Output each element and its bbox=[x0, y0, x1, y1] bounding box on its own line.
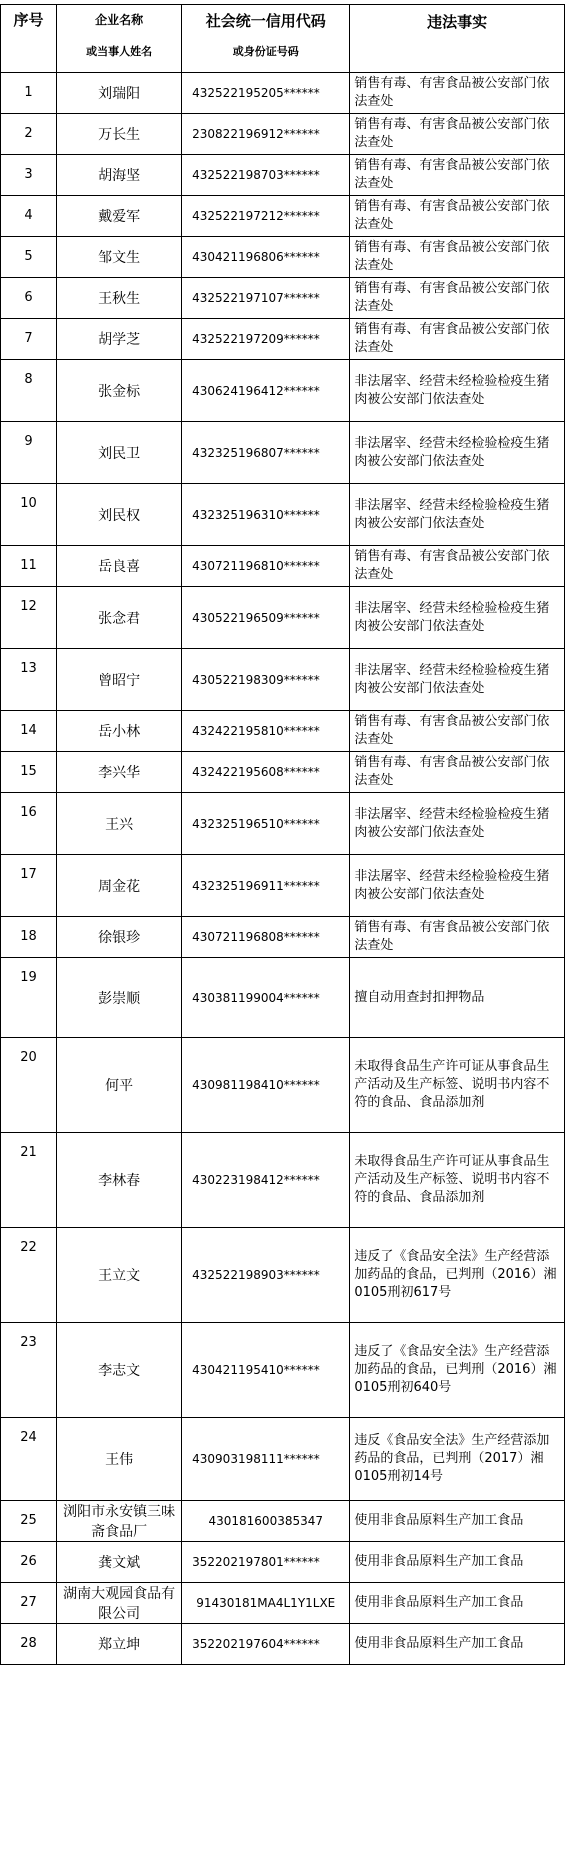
row-fact: 未取得食品生产许可证从事食品生产活动及生产标签、说明书内容不符的食品、食品添加剂 bbox=[350, 1133, 565, 1228]
row-seq: 20 bbox=[1, 1038, 57, 1133]
row-code: 352202197801****** bbox=[182, 1542, 350, 1583]
row-name: 胡学芝 bbox=[57, 319, 182, 360]
row-fact: 销售有毒、有害食品被公安部门依法查处 bbox=[350, 114, 565, 155]
table-row bbox=[1, 649, 565, 711]
row-code: 91430181MA4L1Y1LXE bbox=[182, 1583, 350, 1624]
table-header-row bbox=[1, 5, 565, 73]
row-fact: 销售有毒、有害食品被公安部门依法查处 bbox=[350, 196, 565, 237]
row-seq: 26 bbox=[1, 1542, 57, 1583]
row-fact: 非法屠宰、经营未经检验检疫生猪肉被公安部门依法查处 bbox=[350, 855, 565, 917]
row-fact: 非法屠宰、经营未经检验检疫生猪肉被公安部门依法查处 bbox=[350, 793, 565, 855]
row-code: 432522198703****** bbox=[182, 155, 350, 196]
row-code: 432422195608****** bbox=[182, 752, 350, 793]
row-seq: 23 bbox=[1, 1323, 57, 1418]
row-fact: 违反《食品安全法》生产经营添加药品的食品，已判刑（2017）湘0105刑初14号 bbox=[350, 1418, 565, 1501]
table-row bbox=[1, 1542, 565, 1583]
row-seq: 4 bbox=[1, 196, 57, 237]
row-fact: 使用非食品原料生产加工食品 bbox=[350, 1624, 565, 1665]
table-row bbox=[1, 546, 565, 587]
header-name-line2: 或当事人姓名 bbox=[86, 45, 153, 58]
row-name: 戴爱军 bbox=[57, 196, 182, 237]
table-body bbox=[1, 73, 565, 1665]
row-code: 430981198410****** bbox=[182, 1038, 350, 1133]
row-seq: 17 bbox=[1, 855, 57, 917]
row-name: 龚文斌 bbox=[57, 1542, 182, 1583]
row-fact: 销售有毒、有害食品被公安部门依法查处 bbox=[350, 546, 565, 587]
row-seq: 18 bbox=[1, 917, 57, 958]
row-code: 432522197107****** bbox=[182, 278, 350, 319]
row-code: 430721196808****** bbox=[182, 917, 350, 958]
row-fact: 非法屠宰、经营未经检验检疫生猪肉被公安部门依法查处 bbox=[350, 587, 565, 649]
row-name: 周金花 bbox=[57, 855, 182, 917]
table-row bbox=[1, 155, 565, 196]
row-code: 430223198412****** bbox=[182, 1133, 350, 1228]
row-name: 王伟 bbox=[57, 1418, 182, 1501]
row-name: 郑立坤 bbox=[57, 1624, 182, 1665]
row-fact: 销售有毒、有害食品被公安部门依法查处 bbox=[350, 711, 565, 752]
row-fact: 销售有毒、有害食品被公安部门依法查处 bbox=[350, 752, 565, 793]
table-row bbox=[1, 1418, 565, 1501]
row-fact: 非法屠宰、经营未经检验检疫生猪肉被公安部门依法查处 bbox=[350, 484, 565, 546]
row-fact: 使用非食品原料生产加工食品 bbox=[350, 1583, 565, 1624]
row-code: 430421195410****** bbox=[182, 1323, 350, 1418]
row-name: 岳良喜 bbox=[57, 546, 182, 587]
row-code: 430522198309****** bbox=[182, 649, 350, 711]
row-fact: 销售有毒、有害食品被公安部门依法查处 bbox=[350, 319, 565, 360]
row-code: 432325196807****** bbox=[182, 422, 350, 484]
row-seq: 10 bbox=[1, 484, 57, 546]
row-code: 430903198111****** bbox=[182, 1418, 350, 1501]
row-seq: 16 bbox=[1, 793, 57, 855]
table-row bbox=[1, 1583, 565, 1624]
row-name: 刘民权 bbox=[57, 484, 182, 546]
row-seq: 5 bbox=[1, 237, 57, 278]
header-code bbox=[182, 5, 350, 73]
row-fact: 销售有毒、有害食品被公安部门依法查处 bbox=[350, 73, 565, 114]
row-name: 李兴华 bbox=[57, 752, 182, 793]
table-row bbox=[1, 752, 565, 793]
row-name: 何平 bbox=[57, 1038, 182, 1133]
row-seq: 13 bbox=[1, 649, 57, 711]
row-fact: 销售有毒、有害食品被公安部门依法查处 bbox=[350, 155, 565, 196]
table-row bbox=[1, 422, 565, 484]
row-code: 432325196911****** bbox=[182, 855, 350, 917]
table-row bbox=[1, 1323, 565, 1418]
row-name: 刘瑞阳 bbox=[57, 73, 182, 114]
row-fact: 非法屠宰、经营未经检验检疫生猪肉被公安部门依法查处 bbox=[350, 422, 565, 484]
row-seq: 6 bbox=[1, 278, 57, 319]
table-row bbox=[1, 73, 565, 114]
header-name bbox=[57, 5, 182, 73]
table-row bbox=[1, 278, 565, 319]
table-row bbox=[1, 114, 565, 155]
row-code: 432325196310****** bbox=[182, 484, 350, 546]
row-code: 352202197604****** bbox=[182, 1624, 350, 1665]
row-code: 432522198903****** bbox=[182, 1228, 350, 1323]
row-name: 王兴 bbox=[57, 793, 182, 855]
row-code: 432522197212****** bbox=[182, 196, 350, 237]
row-code: 432422195810****** bbox=[182, 711, 350, 752]
table-row bbox=[1, 587, 565, 649]
row-name: 李志文 bbox=[57, 1323, 182, 1418]
row-seq: 9 bbox=[1, 422, 57, 484]
table-row bbox=[1, 196, 565, 237]
row-name: 王秋生 bbox=[57, 278, 182, 319]
row-seq: 24 bbox=[1, 1418, 57, 1501]
row-seq: 8 bbox=[1, 360, 57, 422]
table-row bbox=[1, 958, 565, 1038]
row-fact: 未取得食品生产许可证从事食品生产活动及生产标签、说明书内容不符的食品、食品添加剂 bbox=[350, 1038, 565, 1133]
row-seq: 11 bbox=[1, 546, 57, 587]
row-name: 李林春 bbox=[57, 1133, 182, 1228]
row-fact: 销售有毒、有害食品被公安部门依法查处 bbox=[350, 278, 565, 319]
table-row bbox=[1, 917, 565, 958]
row-name: 湖南大观园食品有限公司 bbox=[57, 1583, 182, 1624]
row-seq: 7 bbox=[1, 319, 57, 360]
table-row bbox=[1, 1133, 565, 1228]
table-row bbox=[1, 711, 565, 752]
row-name: 张金标 bbox=[57, 360, 182, 422]
table-row bbox=[1, 237, 565, 278]
row-fact: 违反了《食品安全法》生产经营添加药品的食品，已判刑（2016）湘0105刑初617号 bbox=[350, 1228, 565, 1323]
row-seq: 22 bbox=[1, 1228, 57, 1323]
row-name: 彭崇顺 bbox=[57, 958, 182, 1038]
row-name: 浏阳市永安镇三味斋食品厂 bbox=[57, 1501, 182, 1542]
header-name-line1: 企业名称 bbox=[95, 13, 144, 27]
row-fact: 违反了《食品安全法》生产经营添加药品的食品，已判刑（2016）湘0105刑初640号 bbox=[350, 1323, 565, 1418]
row-seq: 14 bbox=[1, 711, 57, 752]
table-row bbox=[1, 484, 565, 546]
row-code: 432325196510****** bbox=[182, 793, 350, 855]
violations-table bbox=[0, 4, 565, 1665]
row-name: 张念君 bbox=[57, 587, 182, 649]
table-row bbox=[1, 1038, 565, 1133]
row-seq: 25 bbox=[1, 1501, 57, 1542]
row-code: 430421196806****** bbox=[182, 237, 350, 278]
row-name: 徐银珍 bbox=[57, 917, 182, 958]
row-seq: 1 bbox=[1, 73, 57, 114]
header-code-line2: 或身份证号码 bbox=[232, 45, 299, 58]
row-name: 曾昭宁 bbox=[57, 649, 182, 711]
header-fact: 违法事实 bbox=[350, 5, 565, 73]
table-row bbox=[1, 855, 565, 917]
row-code: 432522195205****** bbox=[182, 73, 350, 114]
row-code: 430181600385347 bbox=[182, 1501, 350, 1542]
row-fact: 使用非食品原料生产加工食品 bbox=[350, 1501, 565, 1542]
row-name: 王立文 bbox=[57, 1228, 182, 1323]
row-fact: 擅自动用查封扣押物品 bbox=[350, 958, 565, 1038]
row-name: 万长生 bbox=[57, 114, 182, 155]
row-code: 430721196810****** bbox=[182, 546, 350, 587]
row-fact: 非法屠宰、经营未经检验检疫生猪肉被公安部门依法查处 bbox=[350, 360, 565, 422]
row-seq: 28 bbox=[1, 1624, 57, 1665]
table-row bbox=[1, 1228, 565, 1323]
header-seq: 序号 bbox=[1, 5, 57, 73]
row-code: 430522196509****** bbox=[182, 587, 350, 649]
table-row bbox=[1, 793, 565, 855]
row-seq: 19 bbox=[1, 958, 57, 1038]
row-name: 刘民卫 bbox=[57, 422, 182, 484]
table-row bbox=[1, 1501, 565, 1542]
header-code-line1: 社会统一信用代码 bbox=[205, 12, 326, 30]
row-fact: 销售有毒、有害食品被公安部门依法查处 bbox=[350, 917, 565, 958]
row-seq: 27 bbox=[1, 1583, 57, 1624]
row-fact: 销售有毒、有害食品被公安部门依法查处 bbox=[350, 237, 565, 278]
row-fact: 非法屠宰、经营未经检验检疫生猪肉被公安部门依法查处 bbox=[350, 649, 565, 711]
row-seq: 21 bbox=[1, 1133, 57, 1228]
table-row bbox=[1, 360, 565, 422]
row-seq: 3 bbox=[1, 155, 57, 196]
table-row bbox=[1, 1624, 565, 1665]
row-name: 邹文生 bbox=[57, 237, 182, 278]
row-code: 230822196912****** bbox=[182, 114, 350, 155]
row-fact: 使用非食品原料生产加工食品 bbox=[350, 1542, 565, 1583]
row-code: 430624196412****** bbox=[182, 360, 350, 422]
row-code: 430381199004****** bbox=[182, 958, 350, 1038]
row-name: 岳小林 bbox=[57, 711, 182, 752]
row-seq: 12 bbox=[1, 587, 57, 649]
row-name: 胡海坚 bbox=[57, 155, 182, 196]
row-seq: 15 bbox=[1, 752, 57, 793]
row-seq: 2 bbox=[1, 114, 57, 155]
row-code: 432522197209****** bbox=[182, 319, 350, 360]
table-row bbox=[1, 319, 565, 360]
